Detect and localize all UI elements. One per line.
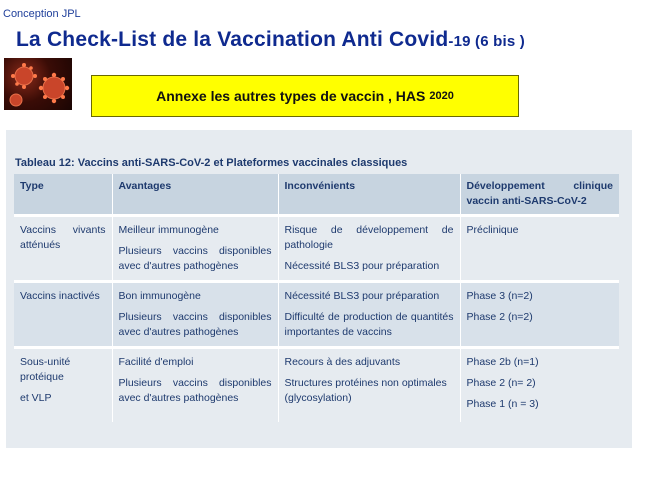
cell-developpement [460, 216, 619, 282]
col-header-inconvenients: Inconvénients [278, 174, 460, 216]
cell-text: Plusieurs vaccins disponibles avec d'autres pathogènes [118, 245, 272, 272]
cell-developpement [460, 282, 619, 348]
cell-text: Phase 2 (n= 2) [466, 377, 536, 389]
vaccine-table [14, 174, 619, 422]
table-header-row [14, 174, 619, 216]
cell-text: Sous-unité protéique [20, 356, 71, 383]
coronavirus-icon [4, 58, 72, 110]
page-title-suffix: -19 (6 bis ) [448, 33, 525, 50]
cell-developpement [460, 348, 619, 422]
cell-avantages [112, 282, 278, 348]
cell-text: Nécessité BLS3 pour préparation [284, 290, 440, 302]
cell-inconvenients [278, 348, 460, 422]
col-header-type: Type [14, 174, 112, 216]
table-row [14, 348, 619, 422]
cell-text: Plusieurs vaccins disponibles avec d'autres pathogènes [118, 377, 272, 404]
cell-text: Préclinique [466, 224, 519, 236]
author-credit: Conception JPL [3, 8, 81, 20]
cell-text: Phase 2 (n=2) [466, 311, 533, 323]
cell-text: Phase 1 (n = 3) [466, 398, 539, 410]
cell-text: Meilleur immunogène [118, 224, 219, 236]
page-title-main: La Check-List de la Vaccination Anti Covid [16, 28, 449, 51]
table-caption: Tableau 12: Vaccins anti-SARS-CoV-2 et Plateformes vaccinales classiques [15, 157, 408, 169]
cell-text: Plusieurs vaccins disponibles avec d'autres pathogènes [118, 311, 272, 338]
cell-avantages [112, 348, 278, 422]
cell-inconvenients [278, 216, 460, 282]
table-row [14, 282, 619, 348]
page-title [16, 28, 525, 52]
table-panel [6, 130, 632, 448]
table-row [14, 216, 619, 282]
cell-type [14, 282, 112, 348]
cell-text: Risque de développement de pathologie [284, 224, 454, 251]
cell-inconvenients [278, 282, 460, 348]
cell-text: Vaccins inactivés [20, 290, 100, 302]
cell-text: Phase 2b (n=1) [466, 356, 539, 368]
cell-text: Structures protéines non optimales (glycosylation) [284, 377, 447, 404]
col-header-developpement: Développement clinique vaccin anti-SARS-CoV-2 [460, 174, 619, 216]
annex-banner [91, 75, 519, 117]
coronavirus-image [4, 58, 72, 110]
cell-type [14, 348, 112, 422]
cell-avantages [112, 216, 278, 282]
cell-text: et VLP [20, 392, 52, 404]
cell-text: Difficulté de production de quantités importantes de vaccins [284, 311, 454, 338]
cell-text: Vaccins vivants atténués [20, 224, 106, 251]
cell-text: Facilité d'emploi [118, 356, 194, 368]
annex-text: Annexe les autres types de vaccin , HAS [156, 88, 426, 104]
cell-text: Bon immunogène [118, 290, 201, 302]
annex-year: 2020 [429, 90, 454, 102]
col-header-avantages: Avantages [112, 174, 278, 216]
cell-text: Recours à des adjuvants [284, 356, 401, 368]
cell-text: Nécessité BLS3 pour préparation [284, 260, 440, 272]
cell-type [14, 216, 112, 282]
cell-text: Phase 3 (n=2) [466, 290, 533, 302]
